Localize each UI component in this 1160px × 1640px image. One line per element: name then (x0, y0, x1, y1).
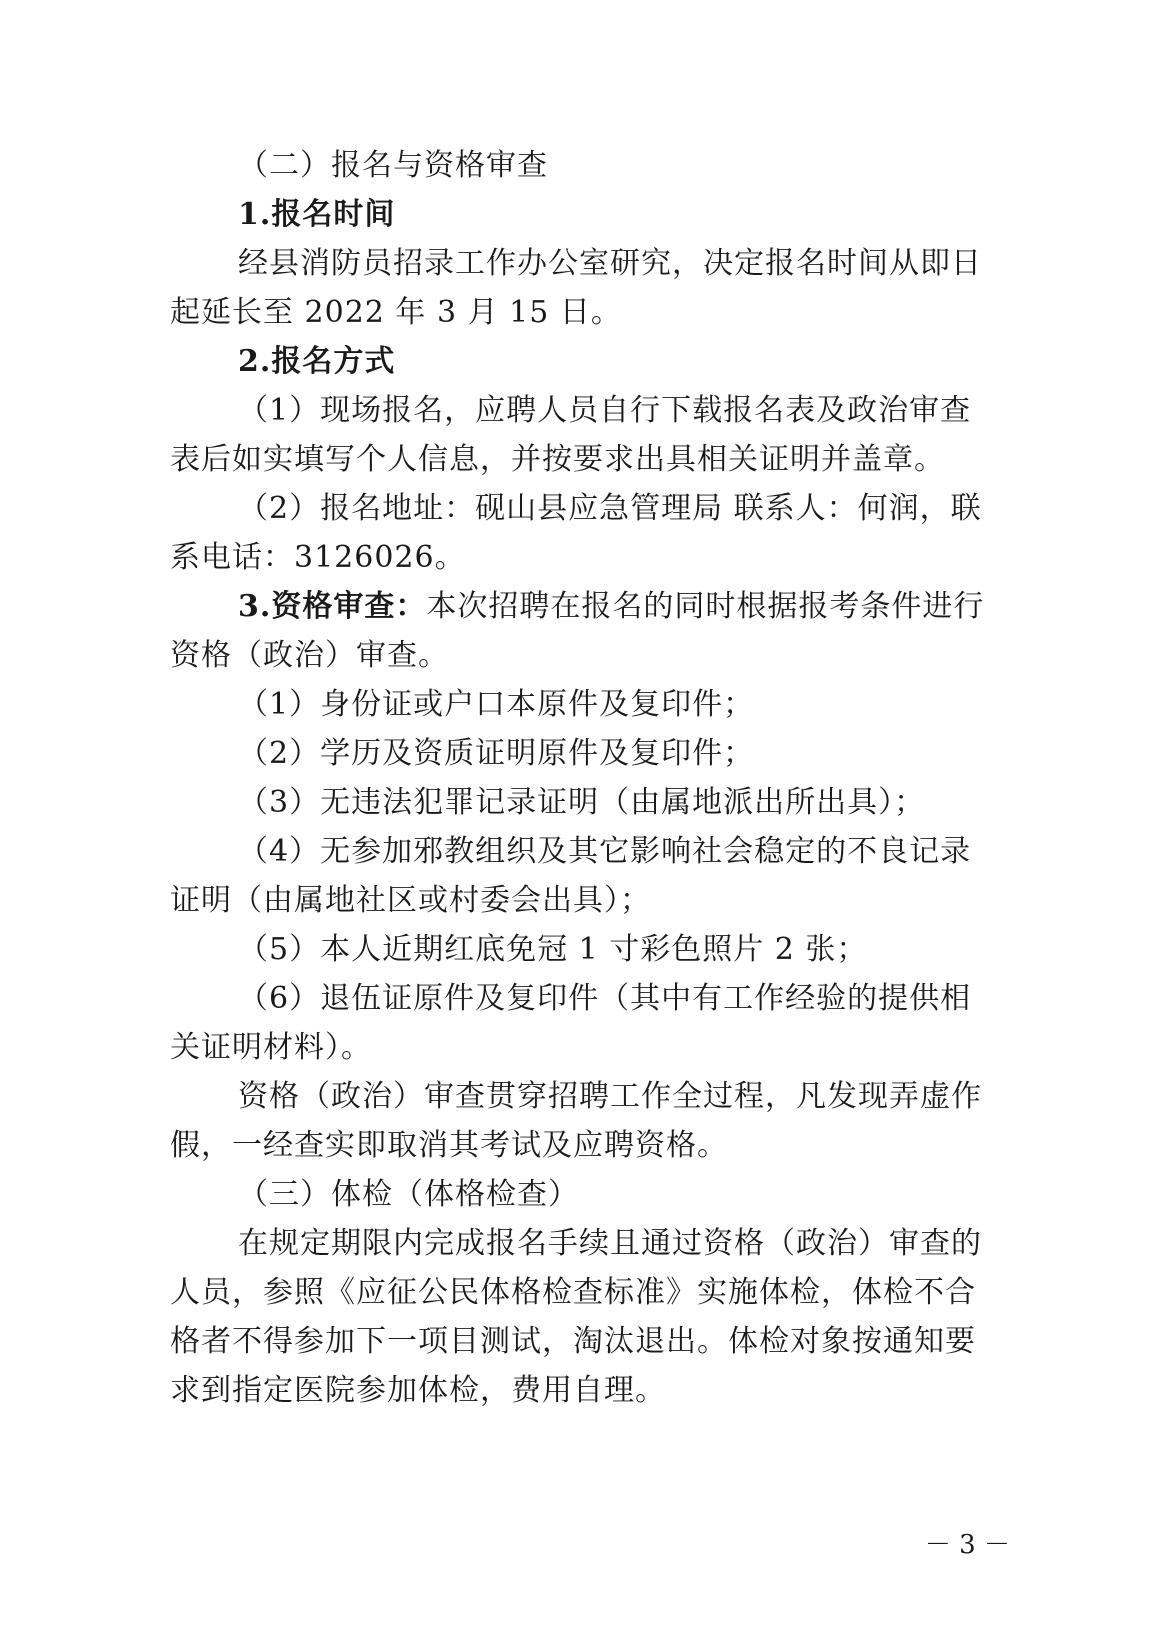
list-item: （5）本人近期红底免冠 1 寸彩色照片 2 张； (238, 932, 868, 967)
paragraph-line: 表后如实填写个人信息，并按要求出具相关证明并盖章。 (170, 442, 945, 477)
subheading-registration-time: 1.报名时间 (238, 197, 396, 232)
section-heading-registration: （二）报名与资格审查 (238, 148, 548, 183)
paragraph-line: 求到指定医院参加体检，费用自理。 (170, 1373, 666, 1408)
subheading-registration-method: 2.报名方式 (238, 344, 396, 379)
list-item-continuation: 证明（由属地社区或村委会出具）； (170, 883, 651, 918)
paragraph-line: 格者不得参加下一项目测试，淘汰退出。体检对象按通知要 (170, 1324, 976, 1359)
section-heading-physical-exam: （三）体检（体格检查） (238, 1177, 579, 1212)
paragraph-line: 系电话：3126026。 (170, 540, 466, 575)
list-item: （6）退伍证原件及复印件（其中有工作经验的提供相 (238, 981, 972, 1016)
paragraph-line: （1）现场报名，应聘人员自行下载报名表及政治审查 (238, 393, 972, 428)
paragraph-line: 在规定期限内完成报名手续且通过资格（政治）审查的 (238, 1226, 982, 1261)
paragraph-line-qualification: 3.资格审查：本次招聘在报名的同时根据报考条件进行 (238, 589, 985, 624)
subheading-qualification-review: 3.资格审查： (238, 589, 427, 624)
page-number: － 3 － (924, 1530, 1010, 1560)
paragraph-line: 起延长至 2022 年 3 月 15 日。 (170, 295, 622, 330)
list-item: （3）无违法犯罪记录证明（由属地派出所出具）； (238, 785, 926, 820)
paragraph-line: 经县消防员招录工作办公室研究，决定报名时间从即日 (238, 246, 982, 281)
paragraph-line: 假，一经查实即取消其考试及应聘资格。 (170, 1128, 728, 1163)
paragraph-line: 资格（政治）审查。 (170, 638, 449, 673)
list-item: （4）无参加邪教组织及其它影响社会稳定的不良记录 (238, 834, 972, 869)
paragraph-line: 人员，参照《应征公民体格检查标准》实施体检，体检不合 (170, 1275, 976, 1310)
list-item-continuation: 关证明材料）。 (170, 1030, 372, 1065)
list-item: （1）身份证或户口本原件及复印件； (238, 687, 755, 722)
paragraph-line: （2）报名地址：砚山县应急管理局 联系人：何润，联 (238, 491, 982, 526)
paragraph-line: 资格（政治）审查贯穿招聘工作全过程，凡发现弄虚作 (238, 1079, 982, 1114)
list-item: （2）学历及资质证明原件及复印件； (238, 736, 755, 771)
